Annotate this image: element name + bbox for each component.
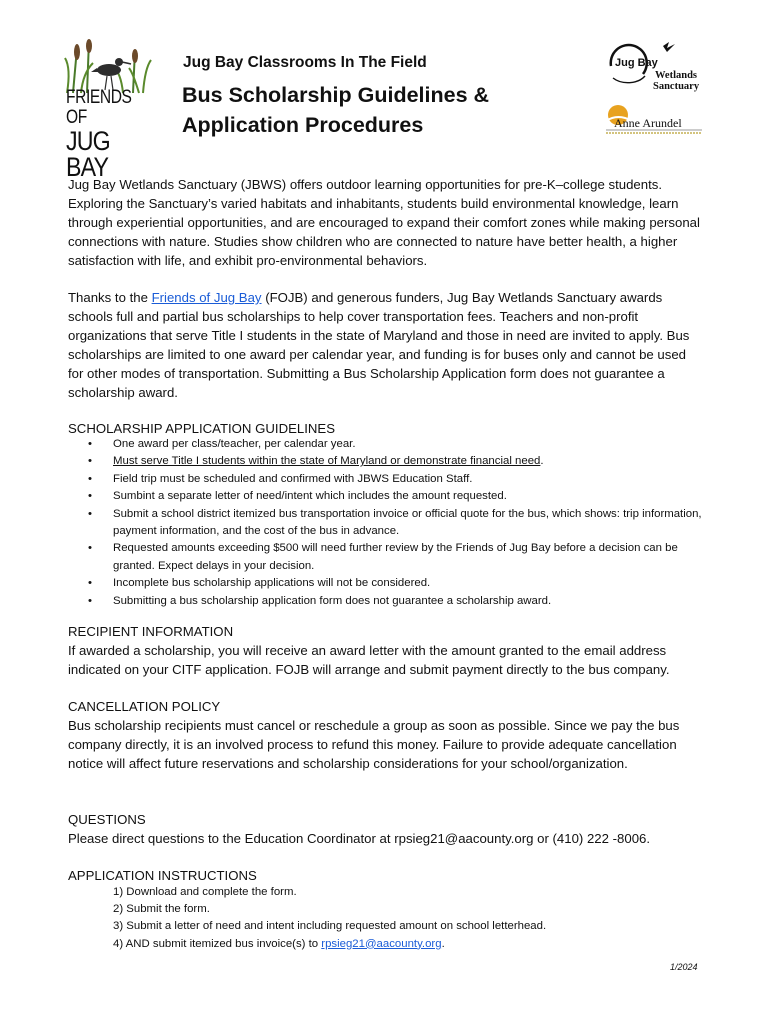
bullet-icon: • xyxy=(88,438,92,450)
friends-of-jug-bay-logo xyxy=(63,38,153,182)
list-item: 3) Submit a letter of need and intent including requested amount on school letterhead. xyxy=(113,920,547,933)
jbws-logo-graphic xyxy=(605,40,705,96)
bullet-icon: • xyxy=(88,577,92,590)
cancellation-paragraph: Bus scholarship recipients must cancel or reschedule a group as soon as possible. Since we pay the bus company directly, it is an involved process to refund this money. Failure to provide adequate cancellation notice will affect future reservations and scholarship considerations for your school/organization. xyxy=(68,718,680,771)
footer-date: 1/2024 xyxy=(670,962,698,972)
instructions-list xyxy=(113,884,673,953)
bullet-icon: • xyxy=(88,490,92,503)
recipient-heading: RECIPIENT INFORMATION xyxy=(68,624,234,639)
cancellation-heading: CANCELLATION POLICY xyxy=(68,699,221,714)
questions-paragraph: Please direct questions to the Education Coordinator at rpsieg21@aacounty.org or (410) 222 -8006. xyxy=(68,831,651,846)
list-item xyxy=(88,488,704,505)
friends-of-jug-bay-link[interactable]: Friends of Jug Bay xyxy=(151,290,262,305)
questions-heading: QUESTIONS xyxy=(68,812,146,827)
recipient-paragraph: If awarded a scholarship, you will receive an award letter with the amount granted to the email address indicated on your CITF application. FOJB will arrange and submit payment directly to the bus company. xyxy=(68,643,670,677)
list-item xyxy=(88,506,704,541)
anne-arundel-text: Anne Arundel xyxy=(614,116,682,130)
jbws-line1: Jug Bay xyxy=(615,57,658,69)
list-item xyxy=(88,453,704,470)
funding-suffix: (FOJB) and generous funders, Jug Bay Wetlands Sanctuary awards schools full and partial bus scholarships to help cover transportation fees. Teachers and non-profit organizations that serve Title I students in the state of Maryland and those in need are invited to apply. Bus scholarships are limited to one award per calendar year, and funding is for buses only and cannot be used for other modes of transportation. Submitting a Bus Scholarship Application form does not guarantee a scholarship award. xyxy=(68,290,690,400)
funding-paragraph xyxy=(68,288,704,402)
list-item xyxy=(88,575,704,592)
fojb-logo-text xyxy=(66,88,152,180)
list-item: 1) Download and complete the form. xyxy=(113,886,297,898)
bullet-icon: • xyxy=(88,472,92,485)
list-item-text: Sumbint a separate letter of need/intent which includes the amount requested. xyxy=(113,490,507,503)
anne-arundel-logo-graphic xyxy=(604,103,704,139)
list-item-text: One award per class/teacher, per calendar year. xyxy=(113,438,356,450)
guidelines-list xyxy=(88,436,704,610)
list-item-suffix: . xyxy=(540,455,544,468)
list-item-text: Field trip must be scheduled and confirmed with JBWS Education Staff. xyxy=(113,472,473,485)
page-title xyxy=(182,80,562,140)
list-item-text: Requested amounts exceeding $500 will need further review by the Friends of Jug Bay before a decision can be granted. Expect delays in your decision. xyxy=(113,542,678,572)
list-item-text: Submitting a bus scholarship application form does not guarantee a scholarship award. xyxy=(113,594,552,607)
list-item xyxy=(88,471,704,488)
page-title-line2: Application Procedures xyxy=(182,113,424,137)
anne-arundel-logo xyxy=(604,103,704,139)
bullet-icon: • xyxy=(88,594,92,607)
guidelines-heading: SCHOLARSHIP APPLICATION GUIDELINES xyxy=(68,421,335,436)
email-link[interactable]: rpsieg21@aacounty.org xyxy=(321,937,442,950)
step4-prefix: 4) AND submit itemized bus invoice(s) to xyxy=(113,937,322,950)
list-item-text: Incomplete bus scholarship applications will not be considered. xyxy=(113,577,431,590)
instructions-heading: APPLICATION INSTRUCTIONS xyxy=(68,868,257,883)
bullet-icon: • xyxy=(88,507,92,520)
intro-paragraph: Jug Bay Wetlands Sanctuary (JBWS) offers outdoor learning opportunities for pre-K–college students. Exploring the Sanctuary’s varied habitats and inhabitants, students build environmental knowledge, learn through experiential opportunities, and are encouraged to expand their comfort zones while making personal connections with nature. Studies show children who are connected to nature have better health, a higher satisfaction with life, and exhibit pro-environmental behaviors. xyxy=(68,177,700,268)
page-title-line1: Bus Scholarship Guidelines & xyxy=(182,83,490,107)
bullet-icon: • xyxy=(88,542,92,555)
heron-cattail-icon xyxy=(63,38,153,94)
jbws-line3: Sanctuary xyxy=(653,81,700,92)
page-subtitle: Jug Bay Classrooms In The Field xyxy=(183,54,427,71)
fojb-logo-line2: JUG BAY xyxy=(66,126,110,182)
list-item xyxy=(88,540,704,575)
list-item xyxy=(88,593,704,610)
funding-prefix: Thanks to the xyxy=(68,290,152,305)
list-item xyxy=(113,936,673,953)
list-item xyxy=(88,436,704,453)
step4-suffix: . xyxy=(441,937,445,950)
list-item-text: Submit a school district itemized bus transportation invoice or official quote for the bus, which shows: trip information, payment information, and the cost of the bus in advance. xyxy=(113,507,702,538)
list-item-text: Must serve Title I students within the state of Maryland or demonstrate financial need xyxy=(113,455,541,468)
fojb-logo-line1: FRIENDS OF xyxy=(66,87,132,128)
list-item: 2) Submit the form. xyxy=(113,903,210,916)
jug-bay-wetlands-sanctuary-logo xyxy=(605,40,705,96)
bullet-icon: • xyxy=(88,455,92,468)
bird-icon xyxy=(663,42,675,52)
jbws-line2: Wetlands xyxy=(655,70,698,81)
